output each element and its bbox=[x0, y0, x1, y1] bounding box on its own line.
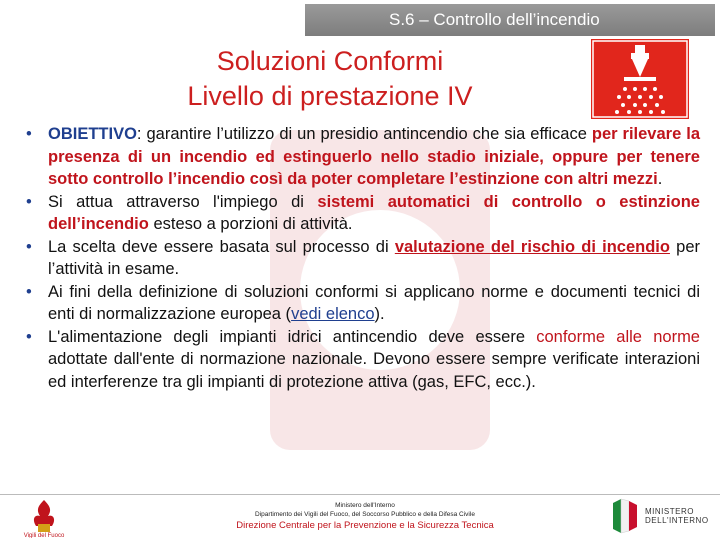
choice-text: La scelta deve essere basata sul processo di bbox=[48, 237, 395, 256]
standards-text: Ai fini della definizione di soluzioni conformi si applicano norme e documenti tecnici di enti di normalizzazione europea ( bbox=[48, 282, 700, 323]
bullet-dot-icon: • bbox=[26, 192, 32, 211]
section-title: S.6 – Controllo dell’incendio bbox=[389, 10, 600, 29]
sprinkler-sign-icon bbox=[591, 39, 689, 119]
footer-ministry: Ministero dell'Interno bbox=[335, 502, 395, 509]
objective-highlight: per rilevare la presenza di un incendio ed estinguerlo nello stadio iniziale, oppure per tenere sotto controllo l’incendio così da poter completare l’estinzione con altri mezzi bbox=[48, 125, 700, 188]
bullet-standards bbox=[22, 281, 700, 326]
title-line-1: Soluzioni Conformi bbox=[216, 46, 444, 76]
title-line-2: Livello di prestazione IV bbox=[187, 81, 473, 111]
water-supply-end: adottate dall'ente di normazione nazionale. Devono essere sempre verificate interazioni ed interferenze tra gli impianti di protezione attiva (gas, EFC, ecc.). bbox=[48, 350, 700, 391]
section-header-bar bbox=[305, 4, 715, 36]
bullet-list bbox=[22, 123, 700, 393]
water-supply-text: L'alimentazione degli impianti idrici antincendio deve essere bbox=[48, 327, 537, 346]
bullet-choice bbox=[22, 236, 700, 281]
objective-text: : garantire l’utilizzo di un presidio antincendio che sia efficace bbox=[136, 125, 592, 143]
bullet-dot-icon: • bbox=[26, 282, 32, 301]
logo-left-text: Vigili del Fuoco bbox=[23, 533, 65, 538]
bullet-objective bbox=[22, 123, 700, 191]
logo-right-text bbox=[645, 507, 709, 525]
footer-ministry-info bbox=[205, 501, 525, 532]
ministero-interno-logo bbox=[611, 497, 716, 535]
logo-right-line1: MINISTERO bbox=[645, 507, 694, 516]
objective-label: OBIETTIVO bbox=[48, 125, 137, 143]
vigili-del-fuoco-logo bbox=[18, 496, 70, 538]
vedi-elenco-link[interactable]: vedi elenco bbox=[291, 305, 375, 323]
bullet-dot-icon: • bbox=[26, 125, 32, 143]
italian-flag-icon bbox=[611, 497, 641, 535]
bullet-implementation bbox=[22, 191, 700, 236]
footer-divider bbox=[0, 494, 720, 495]
bullet-water-supply bbox=[22, 326, 700, 394]
implementation-highlight: sistemi automatici di controllo o estinzione dell’incendio bbox=[48, 192, 700, 233]
implementation-text: Si attua attraverso l'impiego di bbox=[48, 192, 318, 211]
bullet-dot-icon: • bbox=[26, 327, 32, 346]
choice-end: per l’attività in esame. bbox=[48, 237, 701, 278]
risk-assessment-link[interactable]: valutazione del rischio di incendio bbox=[394, 237, 670, 256]
implementation-end: esteso a porzioni di attività. bbox=[148, 215, 353, 233]
objective-end: . bbox=[657, 170, 663, 188]
water-supply-highlight: conforme alle norme bbox=[536, 327, 700, 346]
logo-right-line2: DELL'INTERNO bbox=[645, 516, 709, 525]
page-title bbox=[130, 44, 530, 114]
standards-end: ). bbox=[374, 305, 385, 323]
bullet-dot-icon: • bbox=[26, 237, 32, 256]
footer-directorate: Direzione Centrale per la Prevenzione e la Sicurezza Tecnica bbox=[236, 520, 494, 531]
footer-department: Dipartimento dei Vigili del Fuoco, del Soccorso Pubblico e della Difesa Civile bbox=[255, 511, 475, 518]
